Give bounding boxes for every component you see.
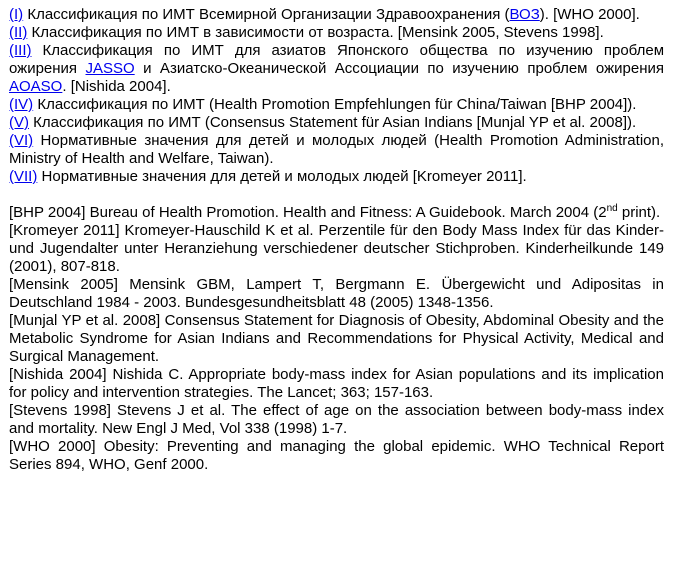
- reference-item: [Kromeyer 2011] Kromeyer-Hauschild K et al. Perzentile für den Body Mass Index für das Kinder- und Jugendalter unter Heranziehung verschiedener deutscher Stichproben. Kinderheilkunde 149 (2001), 807-818.: [9, 222, 664, 275]
- classification-number-link[interactable]: (VI): [9, 132, 34, 149]
- classification-number-link[interactable]: (I): [9, 6, 24, 23]
- classification-item: (VI) Нормативные значения для детей и молодых людей (Health Promotion Administration, Ministry of Health and Welfare, Taiwan).: [9, 132, 665, 167]
- inline-link[interactable]: JASSO: [85, 60, 135, 77]
- classification-item: (I) Классификация по ИМТ Всемирной Организации Здравоохранения (ВОЗ). [WHO 2000].: [9, 6, 640, 23]
- superscript: nd: [606, 203, 618, 214]
- reference-list: [9, 204, 664, 474]
- reference-item: [Mensink 2005] Mensink GBM, Lampert T, Bergmann E. Übergewicht und Adipositas in Deutschland 1984 - 2003. Bundesgesundheitsblatt 48 (2005) 1348-1356.: [9, 276, 664, 311]
- reference-item: [Stevens 1998] Stevens J et al. The effect of age on the association between body-mass index and mortality. New Engl J Med, Vol 338 (1998) 1-7.: [9, 402, 664, 437]
- classification-number-link[interactable]: (V): [9, 114, 29, 131]
- inline-link[interactable]: AOASO: [9, 78, 63, 95]
- classification-list: [9, 6, 664, 186]
- reference-item: [Munjal YP et al. 2008] Consensus Statement for Diagnosis of Obesity, Abdominal Obesity and the Metabolic Syndrome for Asian Indians and Recommendations for Physical Activity, Medical and Surgical Management.: [9, 312, 664, 365]
- classification-item: (III) Классификация по ИМТ для азиатов Японского общества по изучению проблем ожирения JASSO и Азиатско-Океанической Ассоциации по изучению проблем ожирения AOASO. [Nishida 2004].: [9, 42, 665, 95]
- reference-item: [WHO 2000] Obesity: Preventing and managing the global epidemic. WHO Technical Report Series 894, WHO, Genf 2000.: [9, 438, 664, 473]
- reference-item: [BHP 2004] Bureau of Health Promotion. Health and Fitness: A Guidebook. March 2004 (2nd print).: [9, 203, 661, 221]
- classification-number-link[interactable]: (III): [9, 42, 32, 59]
- reference-item: [Nishida 2004] Nishida C. Appropriate body-mass index for Asian populations and its implication for policy and intervention strategies. The Lancet; 363; 157-163.: [9, 366, 664, 401]
- section-gap: [9, 186, 664, 204]
- classification-number-link[interactable]: (II): [9, 24, 28, 41]
- inline-link[interactable]: ВОЗ: [509, 6, 540, 23]
- classification-item: (II) Классификация по ИМТ в зависимости от возраста. [Mensink 2005, Stevens 1998].: [9, 24, 604, 41]
- classification-item: (IV) Классификация по ИМТ (Health Promotion Empfehlungen für China/Taiwan [BHP 2004]).: [9, 96, 637, 113]
- classification-number-link[interactable]: (IV): [9, 96, 34, 113]
- classification-item: (V) Классификация по ИМТ (Consensus Statement für Asian Indians [Munjal YP et al. 2008]).: [9, 114, 637, 131]
- classification-item: (VII) Нормативные значения для детей и молодых людей [Kromeyer 2011].: [9, 168, 527, 185]
- classification-number-link[interactable]: (VII): [9, 168, 38, 185]
